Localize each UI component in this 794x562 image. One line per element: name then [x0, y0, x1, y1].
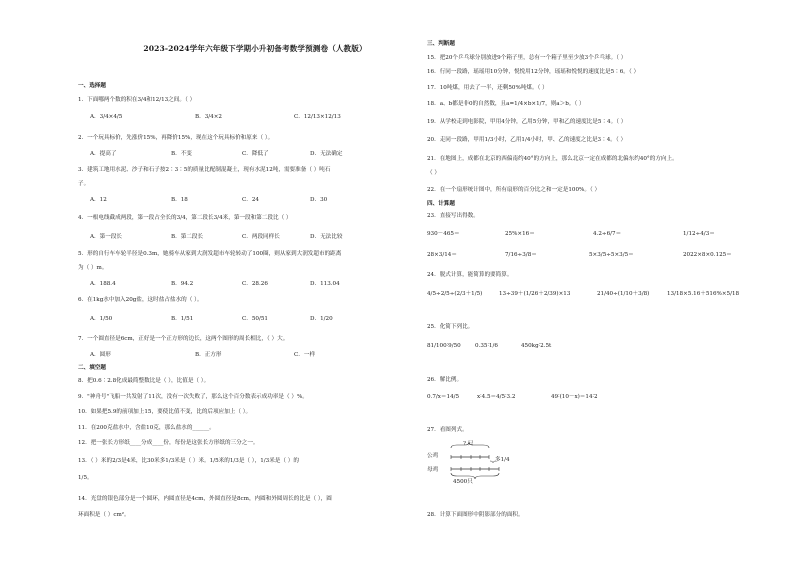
q24-item-1: 4/5÷2/5÷(2/3＋1/5) [427, 291, 483, 297]
q4-option-d: D．无法比较 [310, 234, 343, 240]
question-23: 23．直接写出得数。 [427, 213, 479, 219]
q26-item-2: x∶4.5＝4/5∶3.2 [477, 394, 516, 400]
question-9: 9．"神舟号"飞船一共发射了11次，没有一次失败了，那么这个百分数表示成功率是（ ）%。 [78, 394, 308, 400]
q23-item-3: 4.2÷6/7＝ [593, 231, 622, 237]
q4-option-a: A．第一段长 [90, 234, 123, 240]
q2-option-d: D．无法确定 [310, 151, 343, 157]
question-21: 21．在地图上，成都在北京的西偏南约40°的方向上，那么北京一定在成都的北偏东约40°的方向上。 [427, 156, 678, 162]
question-24: 24．脱式计算，能简算的要简算。 [427, 272, 513, 278]
section-choice: 一、选择题 [78, 83, 106, 89]
q3-option-c: C．24 [242, 197, 259, 203]
q1-option-a: A．3/4×4/5 [90, 114, 123, 120]
section-calc: 四、计算题 [427, 201, 455, 207]
q2-option-a: A．提高了 [90, 151, 117, 157]
q2-option-c: C．降低了 [242, 151, 269, 157]
question-7: 7．一个圆直径是6cm，正好是一个正方形的边长，这两个图形的周长相比，（ ）大。 [78, 336, 289, 342]
q23-item-8: 2022×8×0.125＝ [683, 252, 732, 258]
q6-option-a: A．1/50 [90, 316, 113, 322]
q3-option-a: A．12 [90, 197, 107, 203]
question-13: 13．（ ）米的2/3是4米，比30米多1/3米是（ ）米。1/5米的1/3是（ ），1/3米是（ ）的 [78, 458, 299, 464]
q23-item-5: 28×3/14＝ [427, 252, 457, 258]
q23-item-1: 930－465＝ [427, 231, 460, 237]
question-8: 8．把0.6∶2.8化成最简整数比是（ ），比值是（ ）。 [78, 378, 210, 384]
question-11: 11．在200克盐水中，含盐10克，那么盐水的______。 [78, 425, 215, 431]
q27-total-label: 4500只 [453, 479, 473, 485]
q23-item-6: 7/16÷3/8＝ [505, 252, 537, 258]
question-17: 17．10吨煤，用去了一半，还剩50%吨煤。（ ） [427, 85, 548, 91]
q6-option-c: C．50/51 [242, 316, 268, 322]
q5-option-b: B．94.2 [171, 281, 194, 287]
section-judge: 三、判断题 [427, 41, 455, 47]
question-28: 28．计算下面图形中阴影部分的面积。 [427, 512, 524, 518]
page-title: 2023-2024学年六年级下学期小升初备考数学预测卷（人教版） [143, 44, 367, 53]
question-6: 6．在1kg水中加入20g盐，这时盐占盐水的（ ）。 [78, 297, 203, 303]
question-5: 5．形的自行车车轮半径是0.3m，她骑车从家到大润发超市车轮转动了100圈，则从家到大润发超市的距离 [78, 251, 342, 257]
q26-item-3: 49∶(10－x)＝14∶2 [551, 394, 598, 400]
question-14-cont: 环面积是（ ）cm²。 [78, 512, 130, 518]
question-20: 20．走同一段路，甲用1/3小时，乙用1/4小时，甲、乙的速度之比是3∶4。（ ） [427, 137, 627, 143]
q23-item-7: 5×3/5÷5×3/5＝ [589, 252, 634, 258]
question-3-cont: 子。 [78, 181, 90, 187]
q24-item-4: 13/18×5.16＋516%×5/18 [667, 291, 740, 297]
q25-item-3: 450kg∶2.5t [521, 343, 552, 349]
q6-option-b: B．1/51 [171, 316, 194, 322]
question-4: 4．一根电线截成两段，第一段占全长的3/4，第二段长3/4米，第一段和第二段比（ ） [78, 215, 292, 221]
q27-segment-diagram [447, 440, 507, 485]
q7-option-b: B．正方形 [195, 352, 222, 358]
question-10: 10．如果把5.9的前项加上15，要使比值不变，比的后项应加上（ ）。 [78, 409, 252, 415]
q27-question-label: ? 只 [463, 441, 474, 447]
q25-item-2: 0.35∶1/6 [475, 343, 498, 349]
q3-option-d: D．30 [310, 197, 328, 203]
q7-option-a: A．圆形 [90, 352, 111, 358]
q24-item-3: 21/40÷(1/10＋3/8) [597, 291, 650, 297]
q27-more-label: 多1/4 [495, 457, 510, 463]
q1-option-b: B．3/4×2 [195, 114, 222, 120]
q26-item-1: 0.7/x＝14/5 [427, 394, 460, 400]
question-1: 1．下面哪两个数的积在3/4和12/13之间。（ ） [78, 97, 196, 103]
question-14: 14．光盘的银色部分是一个圆环，内圆直径是4cm，外圆直径是8cm，内圆和外圆周长的比是（ ），圆 [78, 496, 332, 502]
section-fill: 二、填空题 [78, 365, 106, 371]
q23-item-2: 25%×16＝ [505, 231, 535, 237]
question-22: 22．在一个扇形统计图中，所有扇形的百分比之和一定是100%。（ ） [427, 187, 601, 193]
q5-option-c: C．28.26 [242, 281, 268, 287]
q24-item-2: 13÷39＋(1/26＋2/39)×13 [499, 291, 571, 297]
q25-item-1: 81/100∶9/50 [427, 343, 461, 349]
q6-option-d: D．1/20 [310, 316, 333, 322]
q27-label-hen: 母鸡 [427, 467, 439, 473]
question-16: 16．行同一段路，瑶瑶用10分钟，悦悦用12分钟，瑶瑶和悦悦的速度比是5∶6。（ ） [427, 69, 640, 75]
q1-option-c: C．12/13×12/13 [294, 114, 341, 120]
question-19: 19．从学校走到电影院，甲用4分钟，乙用5分钟，甲和乙的速度比是5∶4。（ ） [427, 119, 627, 125]
question-3: 3．建筑工地用水泥、沙子和石子按2∶3∶5的质量比配制混凝土，现有水泥12吨，需要准备（ ）吨石 [78, 167, 331, 173]
q23-item-4: 1/12÷4/3＝ [683, 231, 715, 237]
question-18: 18．a、b都是非0的自然数，且a=1/4×b×1/7，则a＞b。（ ） [427, 101, 585, 107]
q7-option-c: C．一样 [294, 352, 316, 358]
question-5-cont: 为（ ）m。 [78, 265, 108, 271]
q2-option-b: B．不变 [171, 151, 192, 157]
question-2: 2．一个玩具标价，先涨价15%，再降价15%，现在这个玩具标价和原来（ ）。 [78, 135, 274, 141]
question-27: 27．看图列式。 [427, 427, 468, 433]
question-13-cont: 1/5。 [78, 475, 93, 481]
question-21-cont: （ ） [427, 170, 440, 176]
q5-option-d: D．113.04 [310, 281, 340, 287]
q5-option-a: A．188.4 [90, 281, 116, 287]
question-26: 26．解比例。 [427, 377, 463, 383]
question-25: 25．化简下列比。 [427, 324, 474, 330]
q27-label-rooster: 公鸡 [427, 453, 439, 459]
q3-option-b: B．18 [171, 197, 188, 203]
question-15: 15．把20个乒乓球分别放进9个箱子里，总有一个箱子里至少放3个乒乓球。（ ） [427, 55, 627, 61]
q4-option-c: C．两段同样长 [242, 234, 280, 240]
question-12: 12．把一张长方形纸____分成____份，每份是这张长方形纸的三分之一。 [78, 440, 259, 446]
q4-option-b: B．第二段长 [171, 234, 204, 240]
